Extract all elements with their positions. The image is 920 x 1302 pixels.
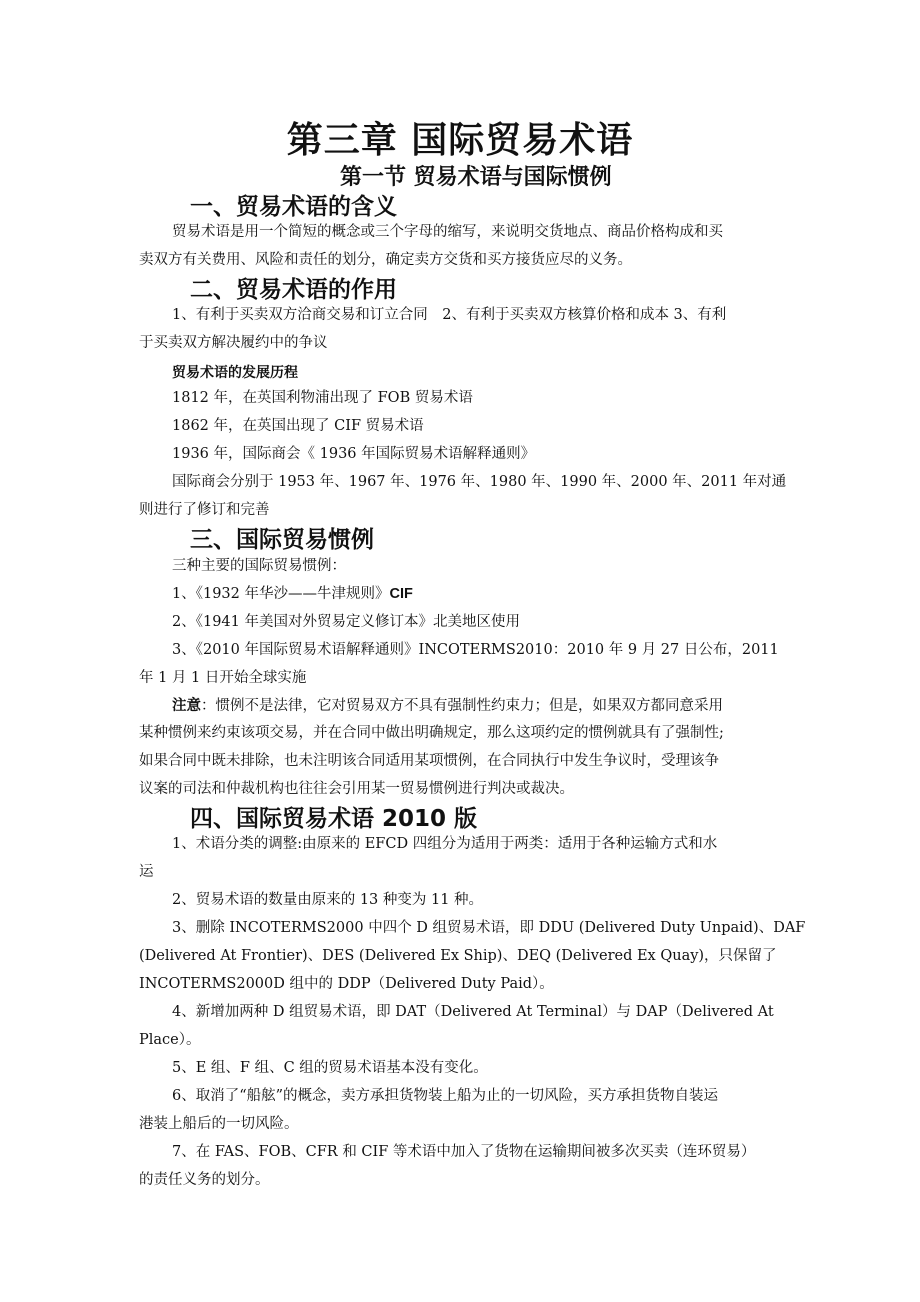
item-1-line-1: 1、术语分类的调整:由原来的 EFCD 四组分为适用于两类：适用于各种运输方式和水 bbox=[172, 836, 718, 852]
practice-2: 2、《1941 年美国对外贸易定义修订本》北美地区使用 bbox=[172, 614, 520, 630]
practice-1-cif: CIF bbox=[389, 586, 413, 602]
development-1862: 1862 年，在英国出现了 CIF 贸易术语 bbox=[172, 418, 424, 434]
development-1812: 1812 年，在英国利物浦出现了 FOB 贸易术语 bbox=[172, 390, 473, 406]
development-title: 贸易术语的发展历程 bbox=[172, 365, 298, 381]
heading-1: 一、贸易术语的含义 bbox=[190, 194, 397, 220]
para-1-line-1: 贸易术语是用一个简短的概念或三个字母的缩写，来说明交货地点、商品价格构成和买 bbox=[172, 224, 723, 240]
heading-2: 二、贸易术语的作用 bbox=[190, 277, 397, 303]
note-line-4: 议案的司法和仲裁机构也往往会引用某一贸易惯例进行判决或裁决。 bbox=[139, 781, 574, 797]
note-line-2: 某种惯例来约束该项交易，并在合同中做出明确规定，那么这项约定的惯例就具有了强制性; bbox=[139, 725, 724, 741]
item-6-line-2: 港装上船后的一切风险。 bbox=[139, 1116, 299, 1132]
practice-1 bbox=[172, 584, 413, 604]
heading-3: 三、国际贸易惯例 bbox=[190, 527, 374, 553]
practice-1-text: 1、《1932 年华沙——牛津规则》 bbox=[172, 586, 390, 602]
item-1-line-2: 运 bbox=[139, 864, 154, 880]
practice-3-line-1: 3、《2010 年国际贸易术语解释通则》INCOTERMS2010：2010 年 9 月 27 日公布，2011 bbox=[172, 642, 779, 658]
item-6-line-1: 6、取消了“船舷”的概念，卖方承担货物装上船为止的一切风险，买方承担货物自装运 bbox=[172, 1088, 719, 1104]
item-7-line-2: 的责任义务的划分。 bbox=[139, 1172, 270, 1188]
item-4-line-2: Place）。 bbox=[139, 1032, 201, 1048]
development-revisions-line-2: 则进行了修订和完善 bbox=[139, 502, 270, 518]
development-1936: 1936 年，国际商会《 1936 年国际贸易术语解释通则》 bbox=[172, 446, 536, 462]
item-4-line-1: 4、新增加两种 D 组贸易术语，即 DAT（Delivered At Terminal）与 DAP（Delivered At bbox=[172, 1004, 774, 1020]
note-label: 注意 bbox=[172, 697, 201, 714]
item-3-line-2: (Delivered At Frontier)、DES (Delivered Ex Ship)、DEQ (Delivered Ex Quay)，只保留了 bbox=[139, 948, 777, 964]
note-line-3: 如果合同中既未排除，也未注明该合同适用某项惯例，在合同执行中发生争议时，受理该争 bbox=[139, 753, 719, 769]
heading-4: 四、国际贸易术语 2010 版 bbox=[190, 806, 478, 832]
note-line-1 bbox=[172, 696, 723, 716]
item-7-line-1: 7、在 FAS、FOB、CFR 和 CIF 等术语中加入了货物在运输期间被多次买卖（连环贸易） bbox=[172, 1144, 756, 1160]
note-text-1: ：惯例不是法律，它对贸易双方不具有强制性约束力；但是，如果双方都同意采用 bbox=[201, 698, 723, 714]
development-revisions-line-1: 国际商会分别于 1953 年、1967 年、1976 年、1980 年、1990 年、2000 年、2011 年对通 bbox=[172, 474, 787, 490]
item-5: 5、E 组、F 组、C 组的贸易术语基本没有变化。 bbox=[172, 1060, 488, 1076]
para-2-line-1: 1、有利于买卖双方洽商交易和订立合同 2、有利于买卖双方核算价格和成本 3、有利 bbox=[172, 307, 727, 323]
item-2: 2、贸易术语的数量由原来的 13 种变为 11 种。 bbox=[172, 892, 484, 908]
para-1-line-2: 卖双方有关费用、风险和责任的划分，确定卖方交货和买方接货应尽的义务。 bbox=[139, 252, 632, 268]
item-3-line-1: 3、删除 INCOTERMS2000 中四个 D 组贸易术语，即 DDU (Delivered Duty Unpaid)、DAF bbox=[172, 920, 806, 936]
chapter-title: 第三章 国际贸易术语 bbox=[286, 119, 634, 161]
practices-intro: 三种主要的国际贸易惯例： bbox=[172, 558, 346, 574]
para-2-line-2: 于买卖双方解决履约中的争议 bbox=[139, 335, 328, 351]
practice-3-line-2: 年 1 月 1 日开始全球实施 bbox=[139, 670, 307, 686]
item-3-line-3: INCOTERMS2000D 组中的 DDP（Delivered Duty Paid）。 bbox=[139, 976, 554, 992]
section-title: 第一节 贸易术语与国际惯例 bbox=[340, 164, 612, 190]
